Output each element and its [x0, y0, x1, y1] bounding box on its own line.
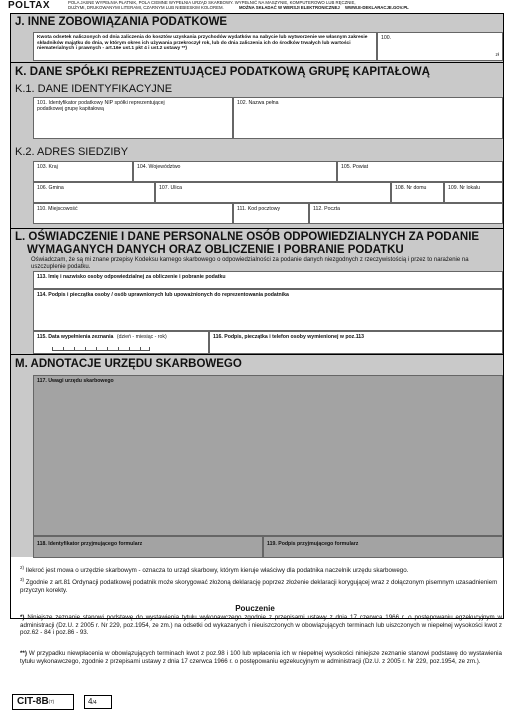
field-106-label: 106. Gmina — [37, 185, 64, 191]
section-j-title: J. INNE ZOBOWIĄZANIA PODATKOWE — [15, 16, 228, 28]
date-ticks — [52, 348, 150, 351]
section-j-text: Kwota odsetek naliczonych od dnia zaliczenia do kosztów uzyskania przychodów wydatków na nabycie lub wytworzenie we własnym zakresie składników majątku do dnia, w którym okres ich używania przekroczył rok, lub do dnia zaliczenia ich do środków trwałych lub wartości niematerialnych i prawnych - art.16e ust.1 pkt 4 i ust.2 ustawy **) — [37, 35, 368, 52]
pouczenie-2 — [20, 650, 502, 665]
field-102-label: 102. Nazwa pełna — [237, 100, 279, 106]
footnote-2-text: Ilekroć jest mowa o urzędzie skarbowym - oznacza to urząd skarbowy, którym kieruje właściwy dla podatnika naczelnik urzędu skarbowego. — [25, 567, 409, 575]
section-l-statement: Oświadczam, że są mi znane przepisy Kodeksu karnego skarbowego o odpowiedzialności za podanie danych niezgodnych z rzeczywistością i przez to narażenie na uszczuplenie podatku. — [31, 257, 469, 270]
field-102[interactable] — [233, 97, 503, 139]
field-113-label: 113. Imię i nazwisko osoby odpowiedzialnej za obliczenie i pobranie podatku — [37, 274, 226, 280]
field-106[interactable] — [33, 182, 155, 203]
field-112-label: 112. Poczta — [313, 206, 341, 212]
field-115-label-wrap — [34, 332, 208, 342]
section-j-text-box — [33, 32, 377, 61]
footnote-3-text: Zgodnie z art.81 Ordynacji podatkowej podatnik może skorygować złożoną deklarację poprzez złożenie deklaracji korygującej wraz z dołączonym pisemnym uzasadnieniem przyczyn korekty. — [20, 579, 498, 594]
field-101-label: 101. Identyfikator podatkowy NIP spółki reprezentującej podatkowej grupę kapitałową — [37, 100, 165, 112]
footnote-3 — [20, 576, 500, 594]
page-number-box — [84, 695, 112, 709]
field-100-unit: zł — [495, 53, 499, 58]
field-109[interactable] — [444, 182, 503, 203]
pouczenie-1 — [20, 614, 502, 637]
section-k2-title: K.2. ADRES SIEDZIBY — [15, 146, 129, 158]
field-103[interactable] — [33, 161, 133, 182]
field-116[interactable] — [209, 331, 503, 354]
field-105[interactable] — [337, 161, 503, 182]
field-108[interactable] — [391, 182, 444, 203]
field-101[interactable] — [33, 97, 233, 139]
page-total: /4 — [92, 700, 97, 706]
field-115-hint: (dzień - miesiąc - rok) — [116, 334, 167, 340]
field-115-label: 115. Data wypełnienia zeznania — [37, 334, 114, 340]
section-k-title: K. DANE SPÓŁKI REPREZENTUJĄCEJ PODATKOWĄ GRUPĘ KAPITAŁOWĄ — [15, 66, 430, 78]
field-113[interactable] — [33, 271, 503, 289]
section-m-title: M. ADNOTACJE URZĘDU SKARBOWEGO — [15, 358, 242, 370]
field-107-label: 107. Ulica — [159, 185, 183, 191]
section-l-title-2: WYMAGANYCH DANYCH ORAZ OBLICZENIE I POBRANIE PODATKU — [27, 244, 404, 256]
field-108-label: 108. Nr domu — [395, 185, 427, 191]
field-118-label: 118. Identyfikator przyjmującego formularz — [37, 541, 143, 547]
poltax-logo: POLTAX — [8, 0, 51, 11]
field-110-label: 110. Miejscowość — [37, 206, 78, 212]
field-103-label: 103. Kraj — [37, 164, 58, 170]
field-111-label: 111. Kod pocztowy — [237, 206, 281, 212]
pouczenie-1-mark: *) — [20, 614, 25, 621]
field-116-label: 116. Podpis, pieczątka i telefon osoby wymienionej w poz.113 — [213, 334, 365, 340]
section-k1-title: K.1. DANE IDENTYFIKACYJNE — [15, 83, 173, 95]
pouczenie-title: Pouczenie — [235, 604, 275, 613]
field-109-label: 109. Nr lokalu — [448, 185, 481, 191]
header-note-bold: MOŻNA SKŁADAĆ W WERSJI ELEKTRONICZNEJ — [238, 5, 340, 10]
section-k — [11, 62, 503, 228]
form-code-box — [12, 694, 74, 710]
field-115[interactable] — [33, 331, 209, 354]
field-112[interactable] — [309, 203, 503, 224]
form-version: (7) — [48, 699, 55, 704]
field-119 — [263, 536, 503, 558]
field-110[interactable] — [33, 203, 233, 224]
section-l — [11, 228, 503, 354]
header-note-line2-wrap — [68, 5, 508, 10]
field-100-label: 100. — [381, 35, 392, 41]
page-number: 4 — [88, 697, 93, 706]
field-114[interactable] — [33, 289, 503, 331]
header-instructions — [68, 0, 508, 10]
section-l-title-1: L. OŚWIADCZENIE I DANE PERSONALNE OSÓB ODPOWIEDZIALNYCH ZA PODANIE — [15, 231, 480, 243]
header-note-line2: DUŻYMI, DRUKOWANYMI LITERAMI, CZARNYM LUB NIEBIESKIM KOLOREM. — [68, 5, 224, 10]
pouczenie-2-text: W przypadku niewpłacenia w obowiązujących terminach kwot z poz.98 i 100 lub wpłacenia ich w niepełnej wysokości niniejsze zeznanie stanowi podstawę do wystawienia tytułu wykonawczego, zgodnie z przepisami ustawy z dnia 17 czerwca 1966 r. o postępowaniu egzekucyjnym w administracji (Dz.U. z 2005 r. Nr 229, poz.1954, ze zm.). — [20, 650, 502, 665]
header-note-line1: POLA JASNE WYPEŁNIA PŁATNIK, POLA CIEMNE WYPEŁNIA URZĄD SKARBOWY. WYPEŁNIĆ NA MASZYNIE, KOMPUTEROWO LUB RĘCZNIE, — [68, 0, 356, 5]
footnote-3-mark: 3) — [20, 577, 25, 582]
field-107[interactable] — [155, 182, 391, 203]
field-111[interactable] — [233, 203, 309, 224]
field-117 — [33, 375, 503, 536]
field-105-label: 105. Powiat — [341, 164, 369, 170]
form-code: CIT-8B — [17, 696, 49, 707]
field-114-label: 114. Podpis i pieczątka osoby / osób uprawnionych lub upoważnionych do reprezentowania podatnika — [37, 292, 289, 298]
field-100[interactable] — [377, 32, 503, 61]
field-104-label: 104. Województwo — [137, 164, 181, 170]
field-104[interactable] — [133, 161, 337, 182]
section-m — [11, 354, 503, 557]
field-118 — [33, 536, 263, 558]
field-117-label: 117. Uwagi urzędu skarbowego — [37, 378, 114, 384]
pouczenie-1-text: Niniejsze zeznanie stanowi podstawę do wystawienia tytułu wykonawczego zgodnie z przepisami ustawy z dnia 17 czerwca 1966 r. o postępowaniu egzekucyjnym w administracji (Dz.U. z 2005 r. Nr 229, poz.1954, ze zm.) na odsetki od wykazanych i nieuiszczonych w obowiązujących terminach lub uiszczonych w niepełnej wysokości kwot z poz.62 - 84 i poz.86 - 93. — [20, 614, 502, 637]
footnote-2-mark: 2) — [20, 565, 25, 570]
pouczenie-2-mark: **) — [20, 650, 27, 657]
field-119-label: 119. Podpis przyjmującego formularz — [267, 541, 359, 547]
section-j — [11, 14, 503, 62]
header-note-url: WWW.E-DEKLARACJE.GOV.PL — [344, 5, 409, 10]
footnote-2 — [20, 564, 500, 575]
